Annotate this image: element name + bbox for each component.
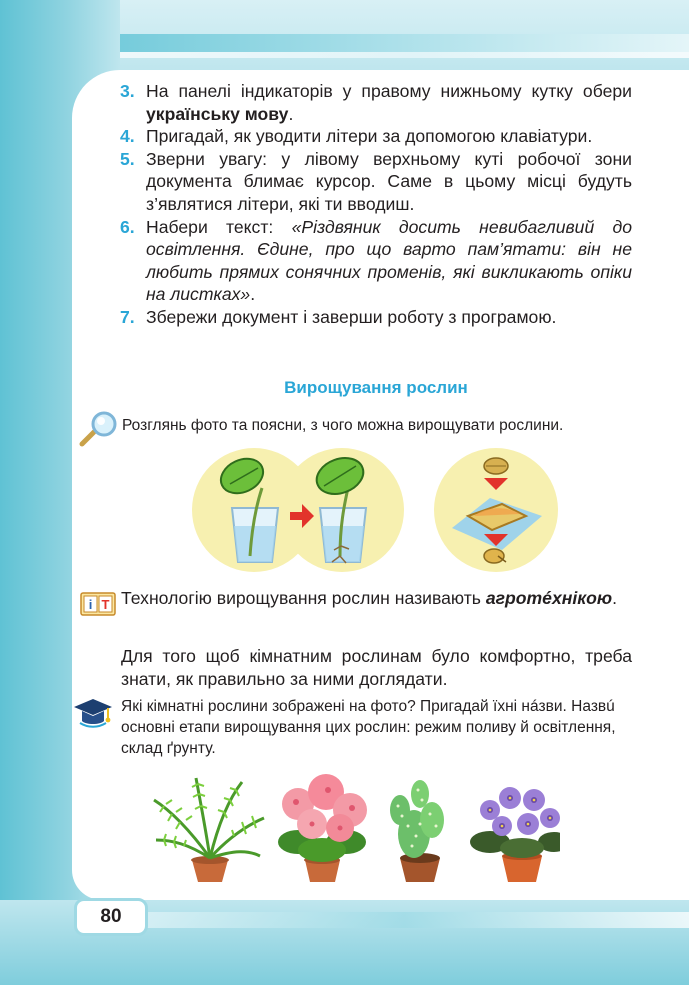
info-icon-letter: i <box>88 597 93 612</box>
term-definition <box>121 587 632 610</box>
term-end: . <box>612 588 618 608</box>
graduation-cap-icon <box>72 697 114 729</box>
step-number: 7. <box>120 306 135 327</box>
list-item <box>120 216 632 306</box>
fern-plant-icon <box>154 778 264 882</box>
info-icon-letter: T <box>101 597 110 612</box>
term-text: Технологію вирощування рослин називають <box>121 588 486 608</box>
step-number: 4. <box>120 126 135 147</box>
propagation-illustration <box>190 446 570 574</box>
task-observe: Розглянь фото та поясни, з чого можна вирощувати рослини. <box>122 417 564 434</box>
step-text-bold: українську мову <box>146 103 289 124</box>
page-number: 80 <box>100 906 122 927</box>
care-paragraph: Для того щоб кімнатним рослинам було комфортно, треба знати, як правильно за ними доглядати. <box>121 646 632 689</box>
term-word: агротéхнікою <box>485 588 613 608</box>
step-number: 5. <box>120 148 135 169</box>
list-item <box>120 306 632 329</box>
step-text: Набери текст: <box>146 216 292 237</box>
step-number: 6. <box>120 216 135 237</box>
step-number: 3. <box>120 81 135 101</box>
steps-list <box>120 80 632 329</box>
step-text-end: . <box>288 103 294 124</box>
step-text: На панелі індикаторів у правому нижньому кутку обери <box>146 81 632 101</box>
step-text-italic: «Різдвяник досить невибагливий до освітлення. Єдине, про що варто пам’ятати: він не любить прямих сонячних променів, які викликають опіки на листках» <box>146 216 632 305</box>
list-item <box>120 80 632 125</box>
step-text-end: . <box>250 284 256 305</box>
list-item <box>120 125 632 148</box>
step-text: Зверни увагу: у лівому верхньому куті робочої зони документа блимає курсор. Саме в цьому місці будуть з’являтися літери, які ти вводиш. <box>146 148 632 214</box>
page-number-badge <box>74 898 148 936</box>
geranium-plant-icon <box>278 774 367 882</box>
section-title: Вирощування рослин <box>284 378 468 397</box>
info-book-icon <box>80 591 116 617</box>
plants-photo-row <box>150 770 560 885</box>
list-item <box>120 148 632 216</box>
cactus-plant-icon <box>390 780 444 882</box>
bottom-decor-stripe <box>120 912 689 928</box>
step-text: Збережи документ і заверши роботу з програмою. <box>146 306 557 327</box>
african-violet-plant-icon <box>470 787 560 882</box>
questions-text: Які кімнатні рослини зображені на фото? Пригадай їхні нáзви. Назвú основні етапи вирощування цих рослин: режим поливу й освітлення, склад ґрунту. <box>121 698 616 757</box>
step-text: Пригадай, як уводити літери за допомогою клавіатури. <box>146 126 593 147</box>
magnifier-icon <box>76 410 120 450</box>
